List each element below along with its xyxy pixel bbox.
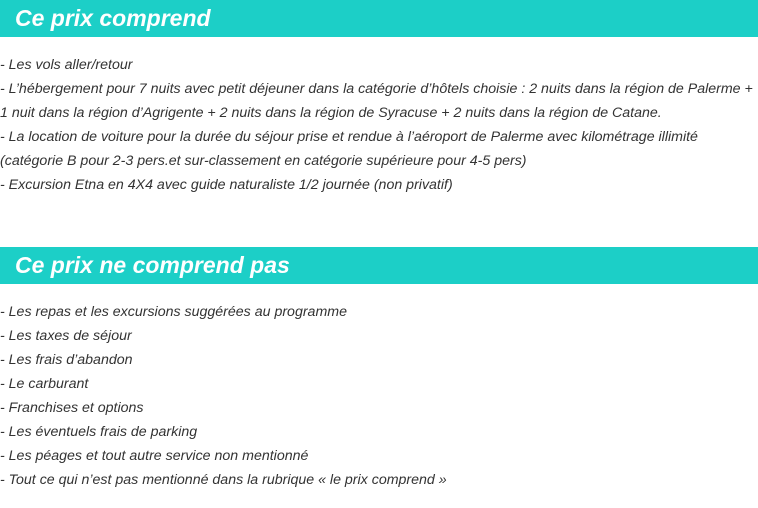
- included-list: [0, 53, 758, 197]
- list-item: - Les frais d’abandon: [0, 352, 133, 368]
- list-item: - Le carburant: [0, 376, 89, 392]
- list-item: - L’hébergement pour 7 nuits avec petit déjeuner dans la catégorie d’hôtels choisie : 2 nuits dans la région de Palerme + 1 nuit dans la région d’Agrigente + 2 nuits dans la région de Syracuse + 2 nuits dans la région de Catane.: [0, 81, 753, 121]
- excluded-section-title: Ce prix ne comprend pas: [0, 247, 758, 284]
- list-item: - Les taxes de séjour: [0, 328, 132, 344]
- list-item: - Les repas et les excursions suggérées au programme: [0, 304, 347, 320]
- list-item: - Tout ce qui n’est pas mentionné dans la rubrique « le prix comprend »: [0, 472, 447, 488]
- list-item: - Franchises et options: [0, 400, 144, 416]
- list-item: - Excursion Etna en 4X4 avec guide naturaliste 1/2 journée (non privatif): [0, 177, 453, 193]
- list-item: - Les péages et tout autre service non mentionné: [0, 448, 309, 464]
- list-item: - Les éventuels frais de parking: [0, 424, 198, 440]
- included-section-title: Ce prix comprend: [0, 0, 758, 37]
- excluded-list: [0, 300, 758, 492]
- list-item: - La location de voiture pour la durée du séjour prise et rendue à l’aéroport de Palerme avec kilométrage illimité (catégorie B pour 2-3 pers.et sur-classement en catégorie supérieure pour 4-5 pers): [0, 129, 698, 169]
- list-item: - Les vols aller/retour: [0, 57, 133, 73]
